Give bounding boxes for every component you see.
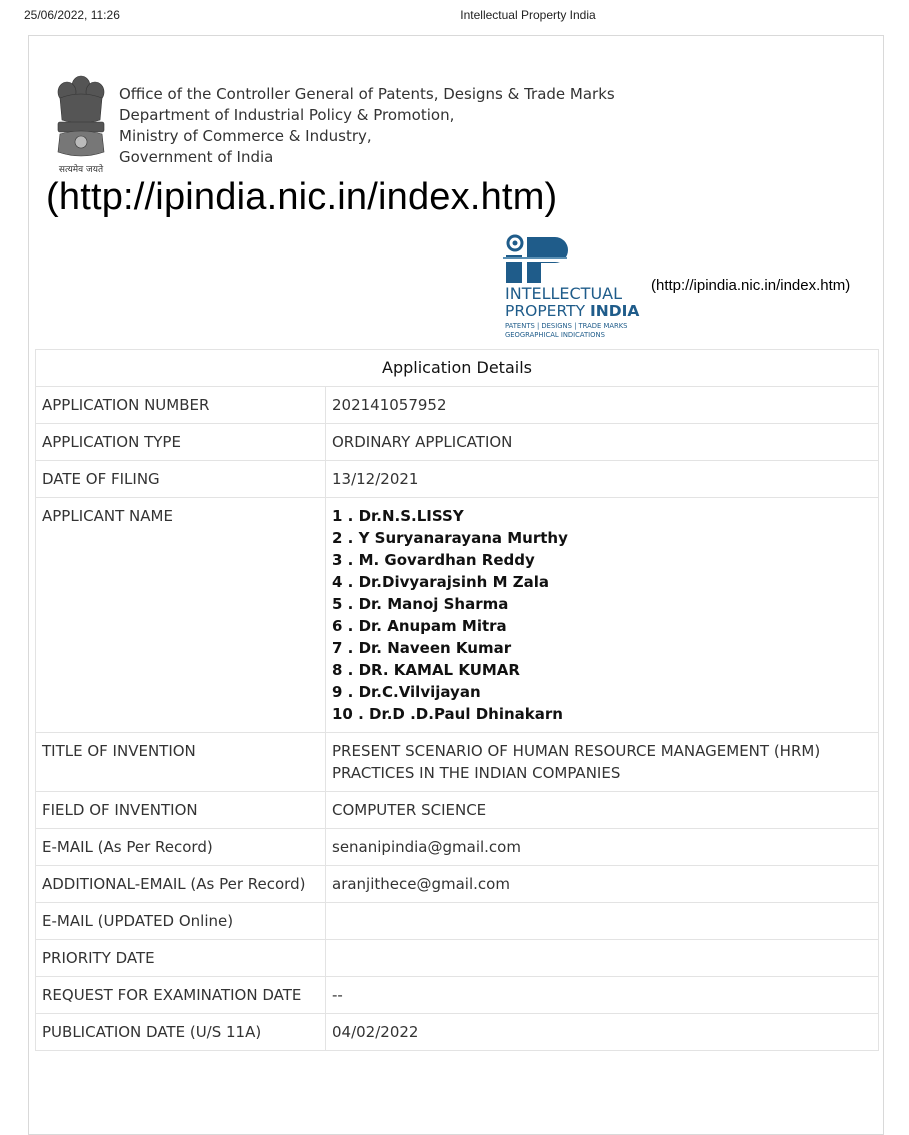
table-row [36,461,879,498]
table-row [36,387,879,424]
field-of-invention-value: COMPUTER SCIENCE [326,792,879,829]
national-emblem-icon [50,72,112,176]
email-value: senanipindia@gmail.com [326,829,879,866]
application-number-value: 202141057952 [326,387,879,424]
logo-text-line-4: GEOGRAPHICAL INDICATIONS [505,331,605,339]
table-row [36,733,879,792]
table-row [36,498,879,733]
email-updated-value [326,903,879,940]
logo-text-line-2 [505,302,639,320]
ip-mark-icon [503,236,568,283]
print-header [0,0,909,30]
date-of-filing-value: 13/12/2021 [326,461,879,498]
applicant-name: 1 . Dr.N.S.LISSY [332,507,464,525]
office-line-2: Department of Industrial Policy & Promotion, [119,106,455,124]
table-row [36,903,879,940]
logo-home-link[interactable]: (http://ipindia.nic.in/index.htm) [651,277,851,294]
office-line-4: Government of India [119,148,274,166]
ip-india-logo [503,233,653,343]
title-of-invention-value: PRESENT SCENARIO OF HUMAN RESOURCE MANAGEMENT (HRM) PRACTICES IN THE INDIAN COMPANIES [326,733,879,792]
print-date: 25/06/2022, 11:26 [24,8,120,22]
home-link[interactable]: (http://ipindia.nic.in/index.htm) [46,176,558,218]
applicant-name: 6 . Dr. Anupam Mitra [332,617,507,635]
table-heading-row [36,350,879,387]
title-of-invention-label: TITLE OF INVENTION [36,733,326,792]
table-heading: Application Details [36,350,879,387]
email-updated-label: E-MAIL (UPDATED Online) [36,903,326,940]
logo-text-line-1: INTELLECTUAL [505,284,623,303]
table-row [36,940,879,977]
application-type-value: ORDINARY APPLICATION [326,424,879,461]
application-details-table [35,349,879,1051]
applicant-name: 7 . Dr. Naveen Kumar [332,639,512,657]
email-label: E-MAIL (As Per Record) [36,829,326,866]
office-line-3: Ministry of Commerce & Industry, [119,127,372,145]
office-line-1: Office of the Controller General of Patents, Designs & Trade Marks [119,85,615,103]
publication-date-value: 04/02/2022 [326,1014,879,1051]
priority-date-label: PRIORITY DATE [36,940,326,977]
table-row [36,424,879,461]
applicant-name: 3 . M. Govardhan Reddy [332,551,535,569]
applicant-name-list [326,498,879,733]
logo-text-line-3: PATENTS | DESIGNS | TRADE MARKS [505,322,628,330]
table-row [36,792,879,829]
table-row [36,1014,879,1051]
additional-email-label: ADDITIONAL-EMAIL (As Per Record) [36,866,326,903]
applicant-name: 4 . Dr.Divyarajsinh M Zala [332,573,549,591]
field-of-invention-label: FIELD OF INVENTION [36,792,326,829]
priority-date-value [326,940,879,977]
applicant-name: 9 . Dr.C.Vilvijayan [332,683,481,701]
applicant-name: 2 . Y Suryanarayana Murthy [332,529,568,547]
application-number-label: APPLICATION NUMBER [36,387,326,424]
applicant-name-label: APPLICANT NAME [36,498,326,733]
date-of-filing-label: DATE OF FILING [36,461,326,498]
additional-email-value: aranjithece@gmail.com [326,866,879,903]
office-heading [119,84,615,168]
publication-date-label: PUBLICATION DATE (U/S 11A) [36,1014,326,1051]
logo-text-property: PROPERTY [505,302,590,320]
request-for-examination-date-label: REQUEST FOR EXAMINATION DATE [36,977,326,1014]
logo-text-india: INDIA [589,302,640,320]
application-type-label: APPLICATION TYPE [36,424,326,461]
applicant-name: 10 . Dr.D .D.Paul Dhinakarn [332,705,563,723]
table-row [36,866,879,903]
applicant-name: 5 . Dr. Manoj Sharma [332,595,509,613]
request-for-examination-date-value: -- [326,977,879,1014]
applicant-name: 8 . DR. KAMAL KUMAR [332,661,520,679]
table-row [36,977,879,1014]
table-row [36,829,879,866]
print-title: Intellectual Property India [460,8,596,22]
emblem-motto: सत्यमेव जयते [58,165,104,175]
